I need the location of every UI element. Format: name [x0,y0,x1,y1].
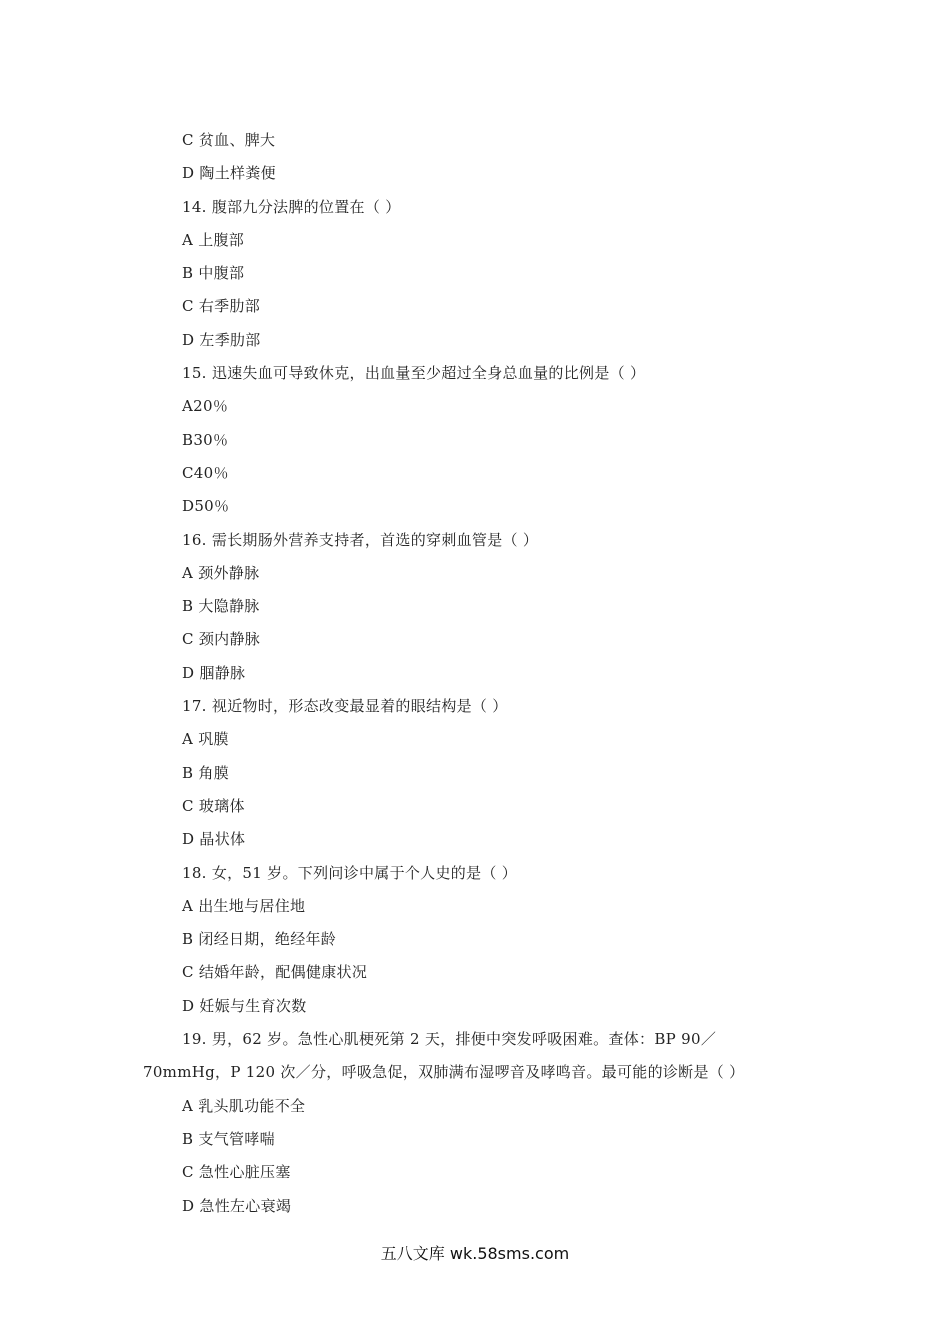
option-line: B30％ [182,430,229,449]
question-line: 17. 视近物时，形态改变最显着的眼结构是（ ） [182,697,508,716]
option-line: A 乳头肌功能不全 [182,1096,306,1115]
question-line: 16. 需长期肠外营养支持者，首选的穿刺血管是（ ） [182,530,539,549]
option-line: C 急性心脏压塞 [182,1163,291,1182]
option-line: D 妊娠与生育次数 [182,996,307,1015]
question-line: 19. 男，62 岁。急性心肌梗死第 2 天，排便中突发呼吸困难。查体：BP 90／ [182,1030,717,1049]
option-line: B 中腹部 [182,264,245,283]
option-line: A20％ [182,397,229,416]
option-line: D 急性左心衰竭 [182,1196,292,1215]
option-line: C 颈内静脉 [182,630,261,649]
option-line: C 贫血、脾大 [182,131,276,149]
document-body [0,124,950,1223]
option-line: C 结婚年龄，配偶健康状况 [182,963,368,982]
option-line: D 晶状体 [182,830,246,849]
option-line: C 玻璃体 [182,796,245,815]
footer-watermark: 五八文库 wk.58sms.com [380,1244,570,1263]
question-line: 18. 女，51 岁。下列问诊中属于个人史的是（ ） [182,863,518,882]
option-line: B 闭经日期，绝经年龄 [182,930,337,949]
option-line: C40％ [182,463,229,482]
option-line: B 大隐静脉 [182,597,260,616]
option-line: D 腘静脉 [182,663,246,682]
option-line: A 巩膜 [182,730,229,749]
question-line: 15. 迅速失血可导致休克，出血量至少超过全身总血量的比例是（ ） [182,364,646,383]
option-line: A 出生地与居住地 [182,896,306,915]
question-line: 14. 腹部九分法脾的位置在（ ） [182,197,401,216]
option-line: C 右季肋部 [182,297,261,316]
option-line: B 角膜 [182,763,229,782]
option-line: D 左季肋部 [182,330,261,349]
option-line: A 颈外静脉 [182,563,260,582]
option-line: A 上腹部 [182,230,245,249]
option-line: D50％ [182,497,230,516]
option-line: D 陶土样粪便 [182,164,276,183]
question-line-continued: 70mmHg，P 120 次／分，呼吸急促，双肺满布湿啰音及哮鸣音。最可能的诊断是（ ） [143,1063,745,1082]
option-line: B 支气管哮喘 [182,1129,275,1148]
